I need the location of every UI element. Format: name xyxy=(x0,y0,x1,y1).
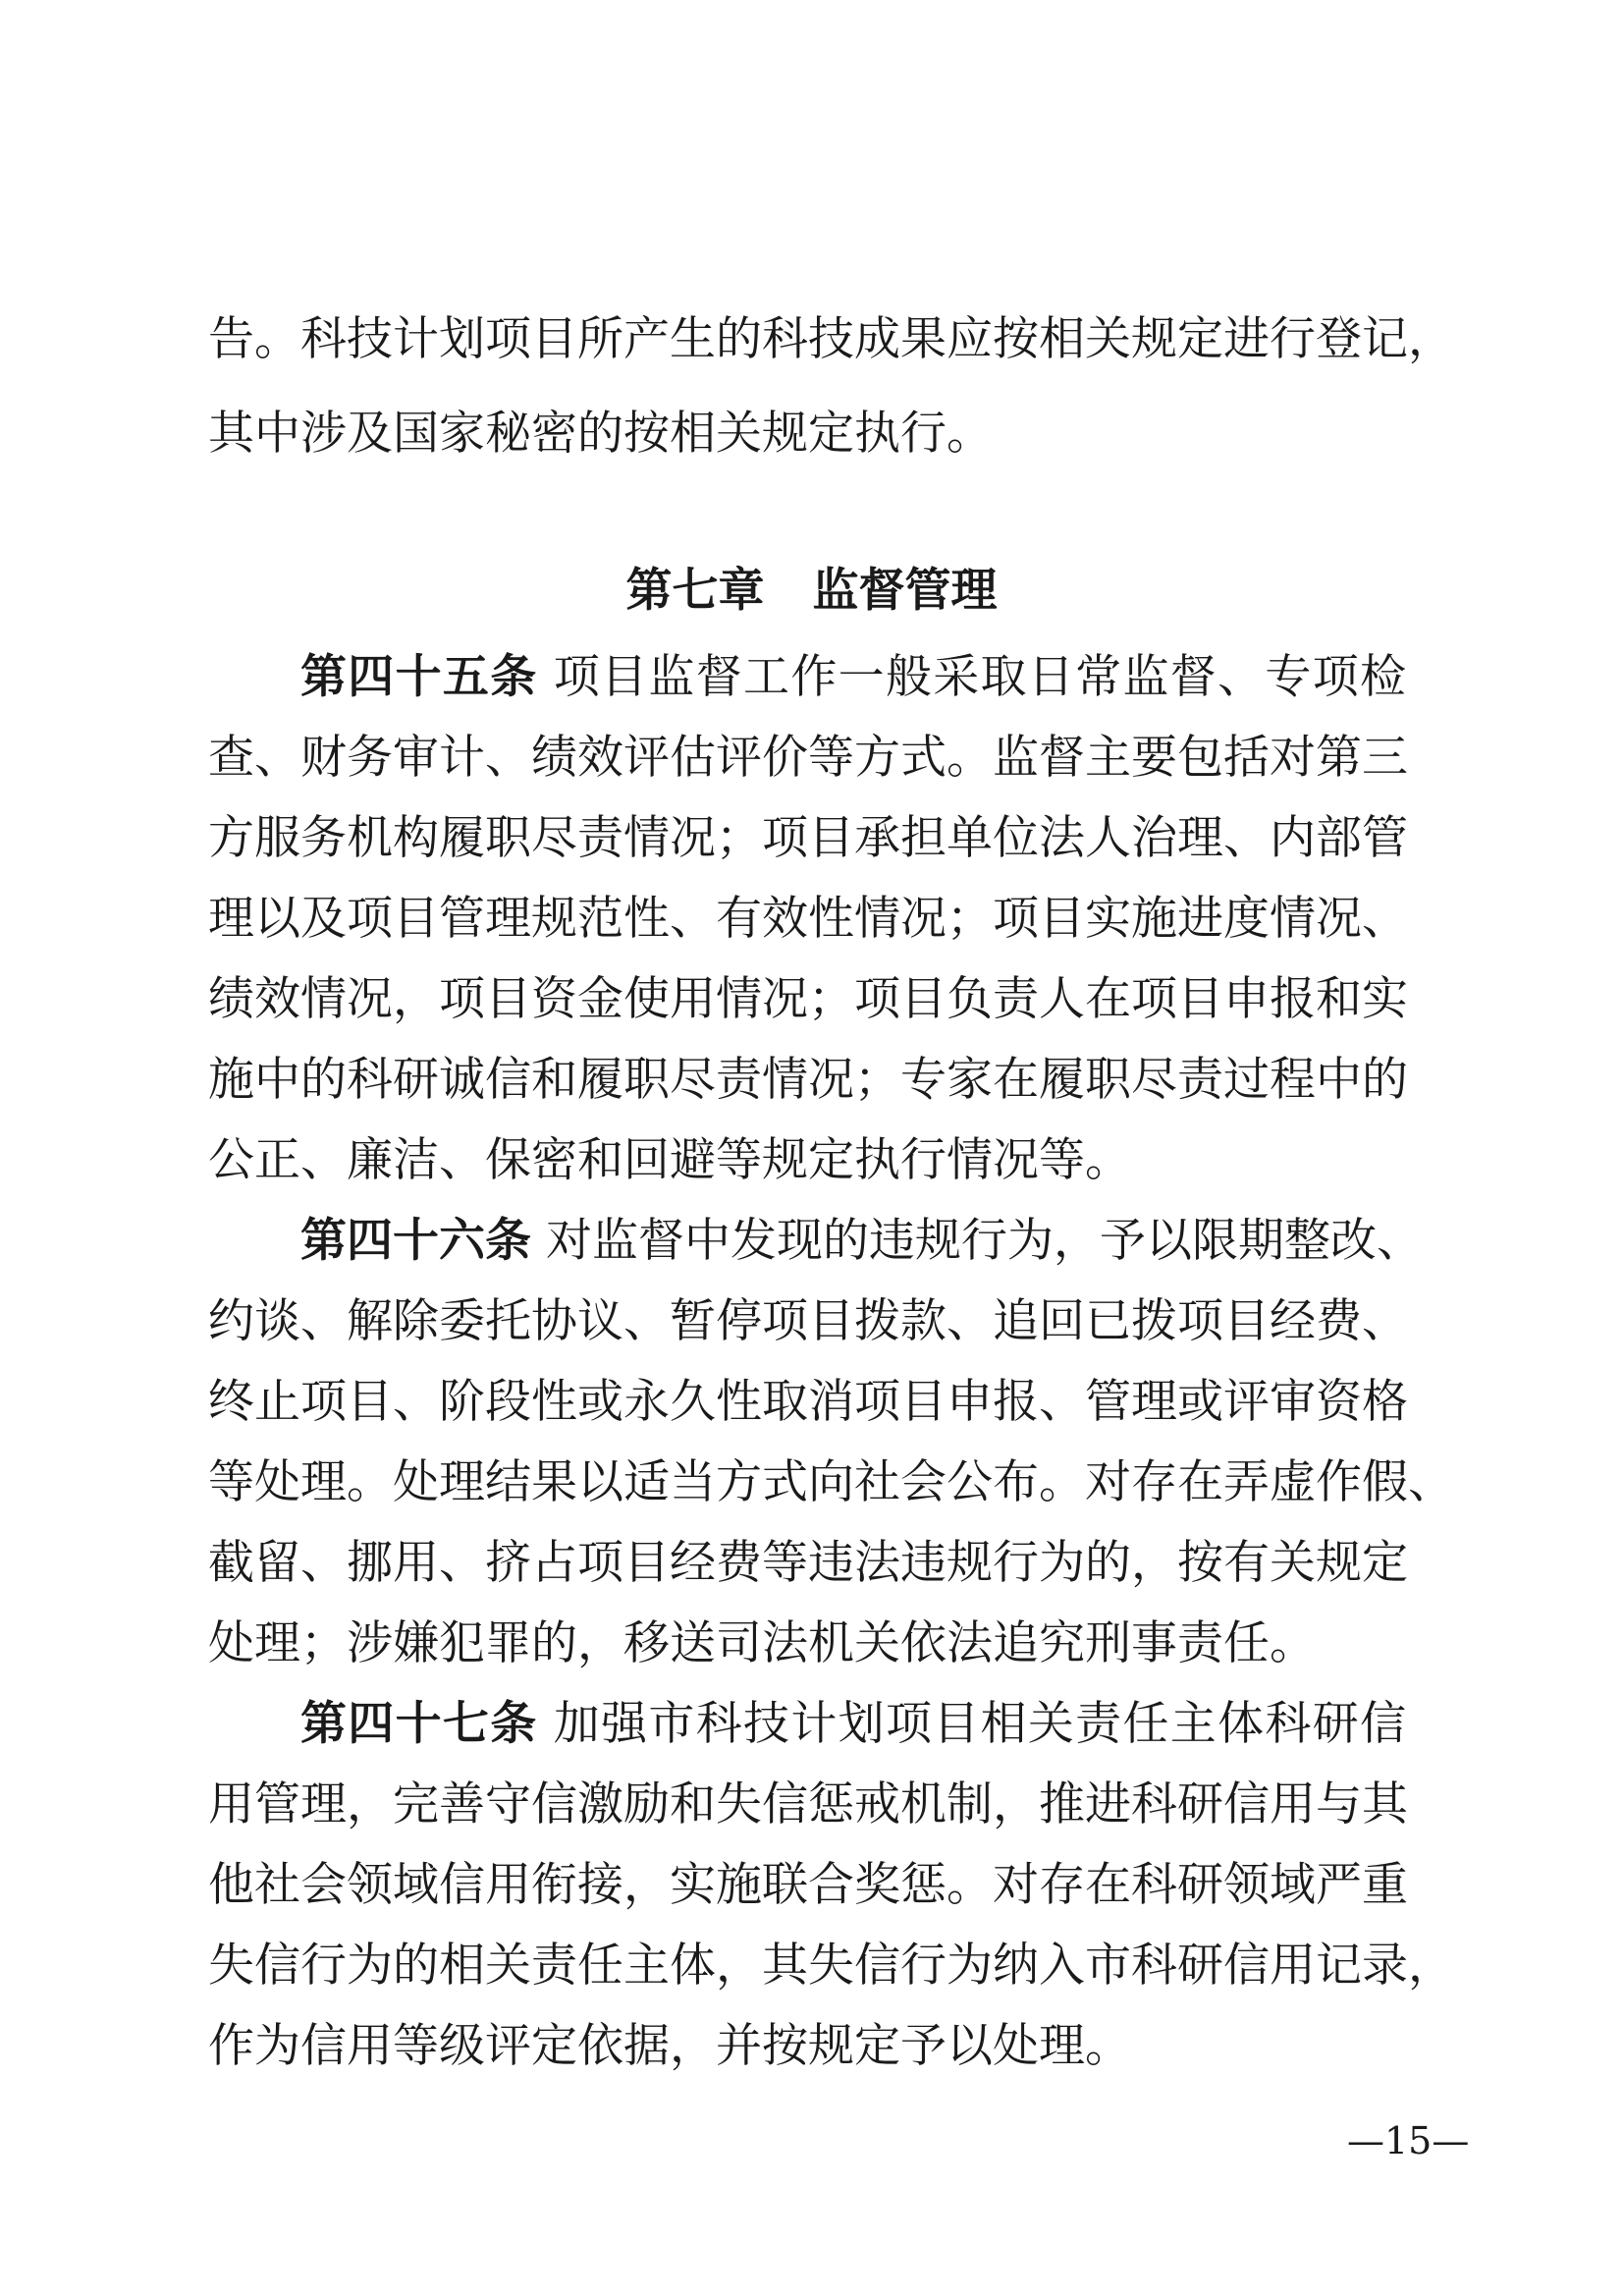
continuation-line: 告。科技计划项目所产生的科技成果应按相关规定进行登记， xyxy=(208,312,1454,366)
article-45-line: 公正、廉洁、保密和回避等规定执行情况等。 xyxy=(208,1133,1131,1187)
article-number: 第四十六条 xyxy=(300,1214,531,1268)
page-number: —15— xyxy=(1347,2119,1470,2162)
article-46-line: 约谈、解除委托协议、暂停项目拨款、追回已拨项目经费、 xyxy=(208,1294,1408,1348)
chapter-heading xyxy=(0,564,1623,619)
article-46-first-line xyxy=(300,1214,1423,1269)
article-47-first-line xyxy=(300,1697,1406,1752)
continuation-line: 其中涉及国家秘密的按相关规定执行。 xyxy=(208,407,993,461)
article-text: 加强市科技计划项目相关责任主体科研信 xyxy=(553,1697,1407,1751)
article-47-line: 作为信用等级评定依据，并按规定予以处理。 xyxy=(208,2019,1131,2073)
chapter-title: 监督管理 xyxy=(812,564,998,618)
article-45-line: 方服务机构履职尽责情况；项目承担单位法人治理、内部管 xyxy=(208,811,1408,865)
article-46-line: 终止项目、阶段性或永久性取消项目申报、管理或评审资格 xyxy=(208,1375,1408,1429)
article-46-line: 截留、挪用、挤占项目经费等违法违规行为的，按有关规定 xyxy=(208,1536,1408,1590)
article-text: 对监督中发现的违规行为，予以限期整改、 xyxy=(545,1214,1423,1268)
article-number: 第四十七条 xyxy=(300,1697,538,1751)
chapter-number: 第七章 xyxy=(625,564,765,618)
article-47-line: 失信行为的相关责任主体，其失信行为纳入市科研信用记录， xyxy=(208,1939,1454,1993)
article-46-line: 处理；涉嫌犯罪的，移送司法机关依法追究刑事责任。 xyxy=(208,1616,1316,1670)
article-text: 项目监督工作一般采取日常监督、专项检 xyxy=(553,650,1407,704)
article-47-line: 用管理，完善守信激励和失信惩戒机制，推进科研信用与其 xyxy=(208,1777,1408,1831)
article-45-line: 查、财务审计、绩效评估评价等方式。监督主要包括对第三 xyxy=(208,731,1408,785)
article-45-line: 施中的科研诚信和履职尽责情况；专家在履职尽责过程中的 xyxy=(208,1053,1408,1107)
article-45-first-line xyxy=(300,650,1406,705)
article-45-line: 绩效情况，项目资金使用情况；项目负责人在项目申报和实 xyxy=(208,972,1408,1026)
article-number: 第四十五条 xyxy=(300,650,538,704)
article-45-line: 理以及项目管理规范性、有效性情况；项目实施进度情况、 xyxy=(208,892,1408,946)
article-47-line: 他社会领域信用衔接，实施联合奖惩。对存在科研领域严重 xyxy=(208,1858,1408,1912)
article-46-line: 等处理。处理结果以适当方式向社会公布。对存在弄虚作假、 xyxy=(208,1455,1454,1509)
